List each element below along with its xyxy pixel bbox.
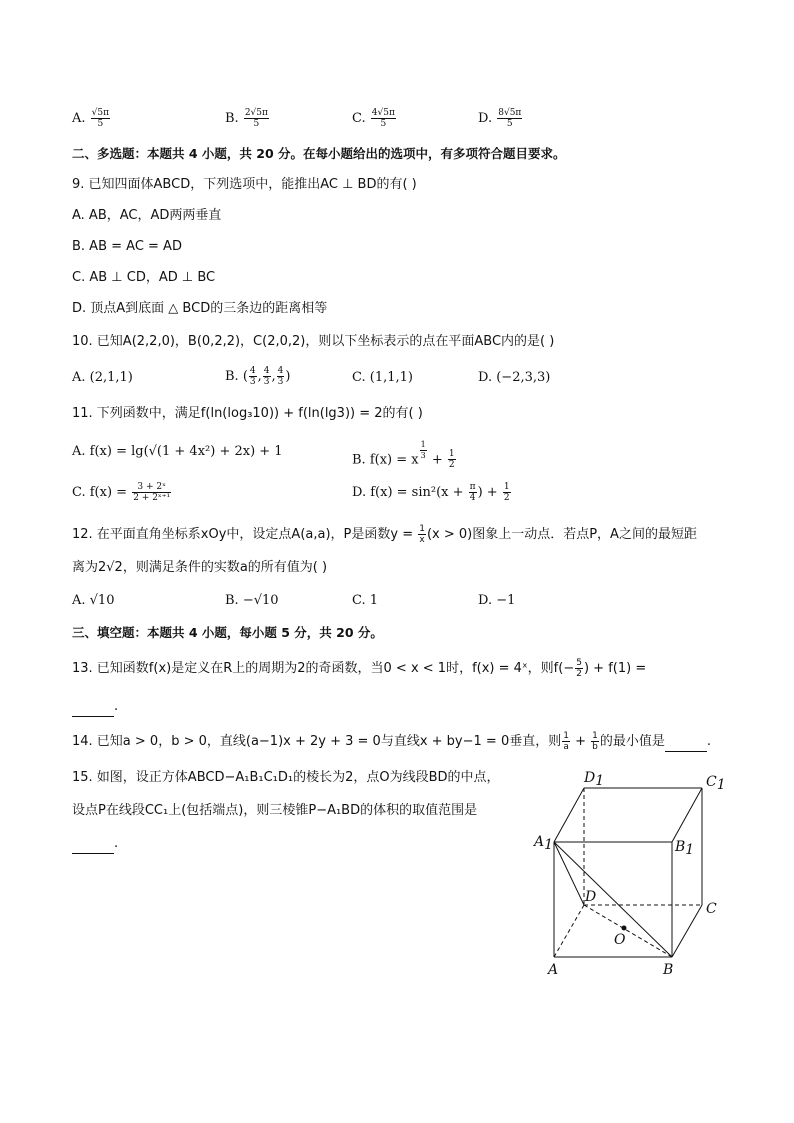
q11-d-half-den: 2	[503, 493, 510, 503]
q8-c-label: C.	[352, 111, 366, 126]
q14-stem	[72, 731, 711, 752]
q11-c-num: 3 + 2ˣ	[132, 482, 171, 493]
q13-stem	[72, 658, 646, 679]
q8-c-frac	[371, 108, 396, 129]
q11-b-half-num: 1	[448, 449, 455, 460]
label-a1: A1	[534, 834, 554, 853]
q8-b-den: 5	[253, 119, 260, 129]
cube-figure	[520, 765, 760, 980]
q9-option-d: D. 顶点A到底面 △ BCD的三条边的距离相等	[72, 301, 328, 316]
q8-a-num: √5π	[91, 108, 110, 118]
q10-b-frac-3	[277, 366, 285, 387]
q13-tail: .	[114, 699, 119, 714]
q14-frac-b-den: b	[592, 742, 598, 752]
q11-option-c	[72, 482, 172, 503]
q8-option-a	[72, 108, 111, 129]
edge-a1d	[554, 842, 584, 905]
q12-stem-frac	[418, 524, 426, 545]
q11-d-pi	[469, 482, 477, 503]
point-o-dot	[622, 926, 627, 931]
q8-a-den: 5	[97, 119, 104, 129]
q10-b-label: B.	[225, 369, 239, 384]
q14-frac-b	[591, 731, 599, 752]
edge-a1d1	[554, 788, 584, 842]
q11-option-a: A. f(x) = lg(√(1 + 4x²) + 2x) + 1	[72, 444, 283, 459]
label-a: A	[548, 962, 559, 978]
q13-answer-blank[interactable]	[72, 702, 114, 717]
q8-a-frac	[91, 108, 110, 129]
q15-line-1: 15. 如图，设正方体ABCD−A₁B₁C₁D₁的棱长为2，点O为线段BD的中点，	[72, 770, 500, 785]
q10-b-num-3: 4	[277, 366, 284, 376]
q12-option-a: A. √10	[72, 593, 115, 608]
q10-b-frac-1	[249, 366, 257, 387]
q14-answer-blank[interactable]	[665, 737, 707, 752]
q11-c-pre: C. f(x) =	[72, 485, 132, 500]
q10-stem: 10. 已知A(2,2,0)，B(0,2,2)，C(2,0,2)，则以下坐标表示的点在平面ABC内的是( )	[72, 334, 555, 349]
q14-frac-b-num: 1	[592, 731, 598, 741]
section-2-heading: 二、多选题：本题共 4 小题，共 20 分。在每小题给出的选项中，有多项符合题目要求。	[72, 146, 566, 161]
q9-option-b: B. AB = AC = AD	[72, 239, 182, 254]
q10-b-num-2: 4	[263, 366, 270, 376]
q9-option-c: C. AB ⊥ CD，AD ⊥ BC	[72, 270, 216, 285]
q8-d-frac	[497, 108, 522, 129]
q12-stem-line-1	[72, 524, 697, 545]
q8-d-den: 5	[506, 119, 513, 129]
label-c: C	[706, 901, 717, 917]
q10-b-frac-2	[263, 366, 271, 387]
q8-c-den: 5	[380, 119, 387, 129]
q8-b-num: 2√5π	[244, 108, 268, 118]
q9-stem: 9. 已知四面体ABCD，下列选项中，能推出AC ⊥ BD的有( )	[72, 177, 417, 192]
q10-b-num-1: 4	[249, 366, 256, 376]
q14-plus: +	[570, 734, 591, 749]
q13-stem-post: ) + f(1) =	[583, 661, 647, 676]
q14-frac-a-den: a	[563, 742, 569, 752]
q10-option-b: B. ( $\frac{4}{3}$ , $\frac{4}{3}$ , $\frac{4}{3}$ )	[225, 366, 291, 387]
label-o: O	[614, 932, 626, 948]
q8-d-label: D.	[478, 111, 493, 126]
q14-stem-pre: 14. 已知a > 0，b > 0，直线(a−1)x + 2y + 3 = 0与直线x + by−1 = 0垂直，则	[72, 734, 562, 749]
q11-b-exp-den: 3	[420, 451, 426, 460]
q11-c-frac	[132, 482, 171, 503]
q8-d-num: 8√5π	[498, 108, 522, 118]
q8-b-frac	[244, 108, 269, 129]
q14-frac-a-num: 1	[563, 731, 569, 741]
section-3-heading: 三、填空题：本题共 4 小题，每小题 5 分，共 20 分。	[72, 625, 383, 640]
q10-b-den-3: 3	[277, 377, 284, 387]
q8-b-label: B.	[225, 111, 239, 126]
q13-stem-pre: 13. 已知函数f(x)是定义在R上的周期为2的奇函数，当0 < x < 1时，f(x) = 4ˣ，则f(−	[72, 661, 575, 676]
q8-option-d	[478, 108, 523, 129]
q11-b-plus: +	[427, 452, 447, 468]
q11-d-pi-den: 4	[469, 493, 476, 503]
q11-option-b	[352, 440, 457, 470]
label-b: B	[663, 962, 674, 978]
q12-stem-pre: 12. 在平面直角坐标系xOy中，设定点A(a,a)，P是函数y =	[72, 527, 418, 542]
q13-frac	[575, 658, 583, 679]
q10-option-c: C. (1,1,1)	[352, 370, 413, 385]
label-c1: C1	[706, 774, 726, 793]
q14-stem-post: 的最小值是	[599, 734, 665, 749]
q12-stem-num: 1	[419, 524, 425, 534]
q15-answer-line	[72, 834, 118, 854]
q12-stem-line-2: 离为2√2，则满足条件的实数a的所有值为( )	[72, 560, 328, 575]
q8-option-c	[352, 108, 397, 129]
label-b1: B1	[675, 839, 695, 858]
q12-option-d: D. −1	[478, 593, 516, 608]
q11-c-den: 2 + 2ˣ⁺¹	[133, 493, 171, 503]
edge-cb	[672, 905, 702, 957]
q11-b-half	[448, 449, 456, 470]
q11-d-pre: D. f(x) = sin²(x +	[352, 485, 468, 500]
q14-frac-a	[562, 731, 570, 752]
q13-frac-den: 2	[576, 669, 582, 679]
q11-b-half-den: 2	[448, 460, 455, 471]
q15-answer-blank[interactable]	[72, 839, 114, 854]
q11-b-exp-num: 1	[420, 440, 426, 449]
q8-a-label: A.	[72, 111, 86, 126]
q12-stem-den: x	[419, 535, 425, 545]
q13-answer-line	[72, 697, 118, 717]
q14-tail: .	[706, 734, 712, 749]
q8-c-num: 4√5π	[371, 108, 395, 118]
edge-a1b	[554, 842, 672, 957]
q12-stem-post: (x > 0)图象上一动点．若点P，A之间的最短距	[426, 527, 697, 542]
q10-b-den-1: 3	[249, 377, 256, 387]
q12-option-c: C. 1	[352, 593, 379, 608]
q11-d-half	[503, 482, 511, 503]
q9-option-a: A. AB，AC，AD两两垂直	[72, 208, 222, 223]
q13-frac-num: 5	[576, 658, 582, 668]
edge-c1b1	[672, 788, 702, 842]
q10-option-a: A. (2,1,1)	[72, 370, 133, 385]
q11-b-text: B. f(x) = x	[352, 452, 419, 468]
q11-d-pi-num: π	[469, 482, 476, 492]
q15-tail: .	[114, 836, 119, 851]
edge-da	[554, 905, 584, 957]
q11-option-d	[352, 482, 512, 503]
label-d1: D1	[584, 770, 605, 789]
edge-db	[584, 905, 672, 957]
q11-d-mid: ) +	[477, 485, 502, 500]
q8-option-b	[225, 108, 270, 129]
q11-d-half-num: 1	[503, 482, 510, 492]
q10-option-d: D. (−2,3,3)	[478, 370, 551, 385]
q12-option-b: B. −√10	[225, 593, 279, 608]
q11-b-exp	[420, 440, 427, 461]
q15-line-2: 设点P在线段CC₁上(包括端点)，则三棱锥P−A₁BD的体积的取值范围是	[72, 803, 478, 818]
q11-stem: 11. 下列函数中，满足f(ln(log₃10)) + f(ln(lg3)) = 2的有( )	[72, 406, 423, 421]
label-d: D	[585, 889, 597, 905]
q10-b-den-2: 3	[263, 377, 270, 387]
